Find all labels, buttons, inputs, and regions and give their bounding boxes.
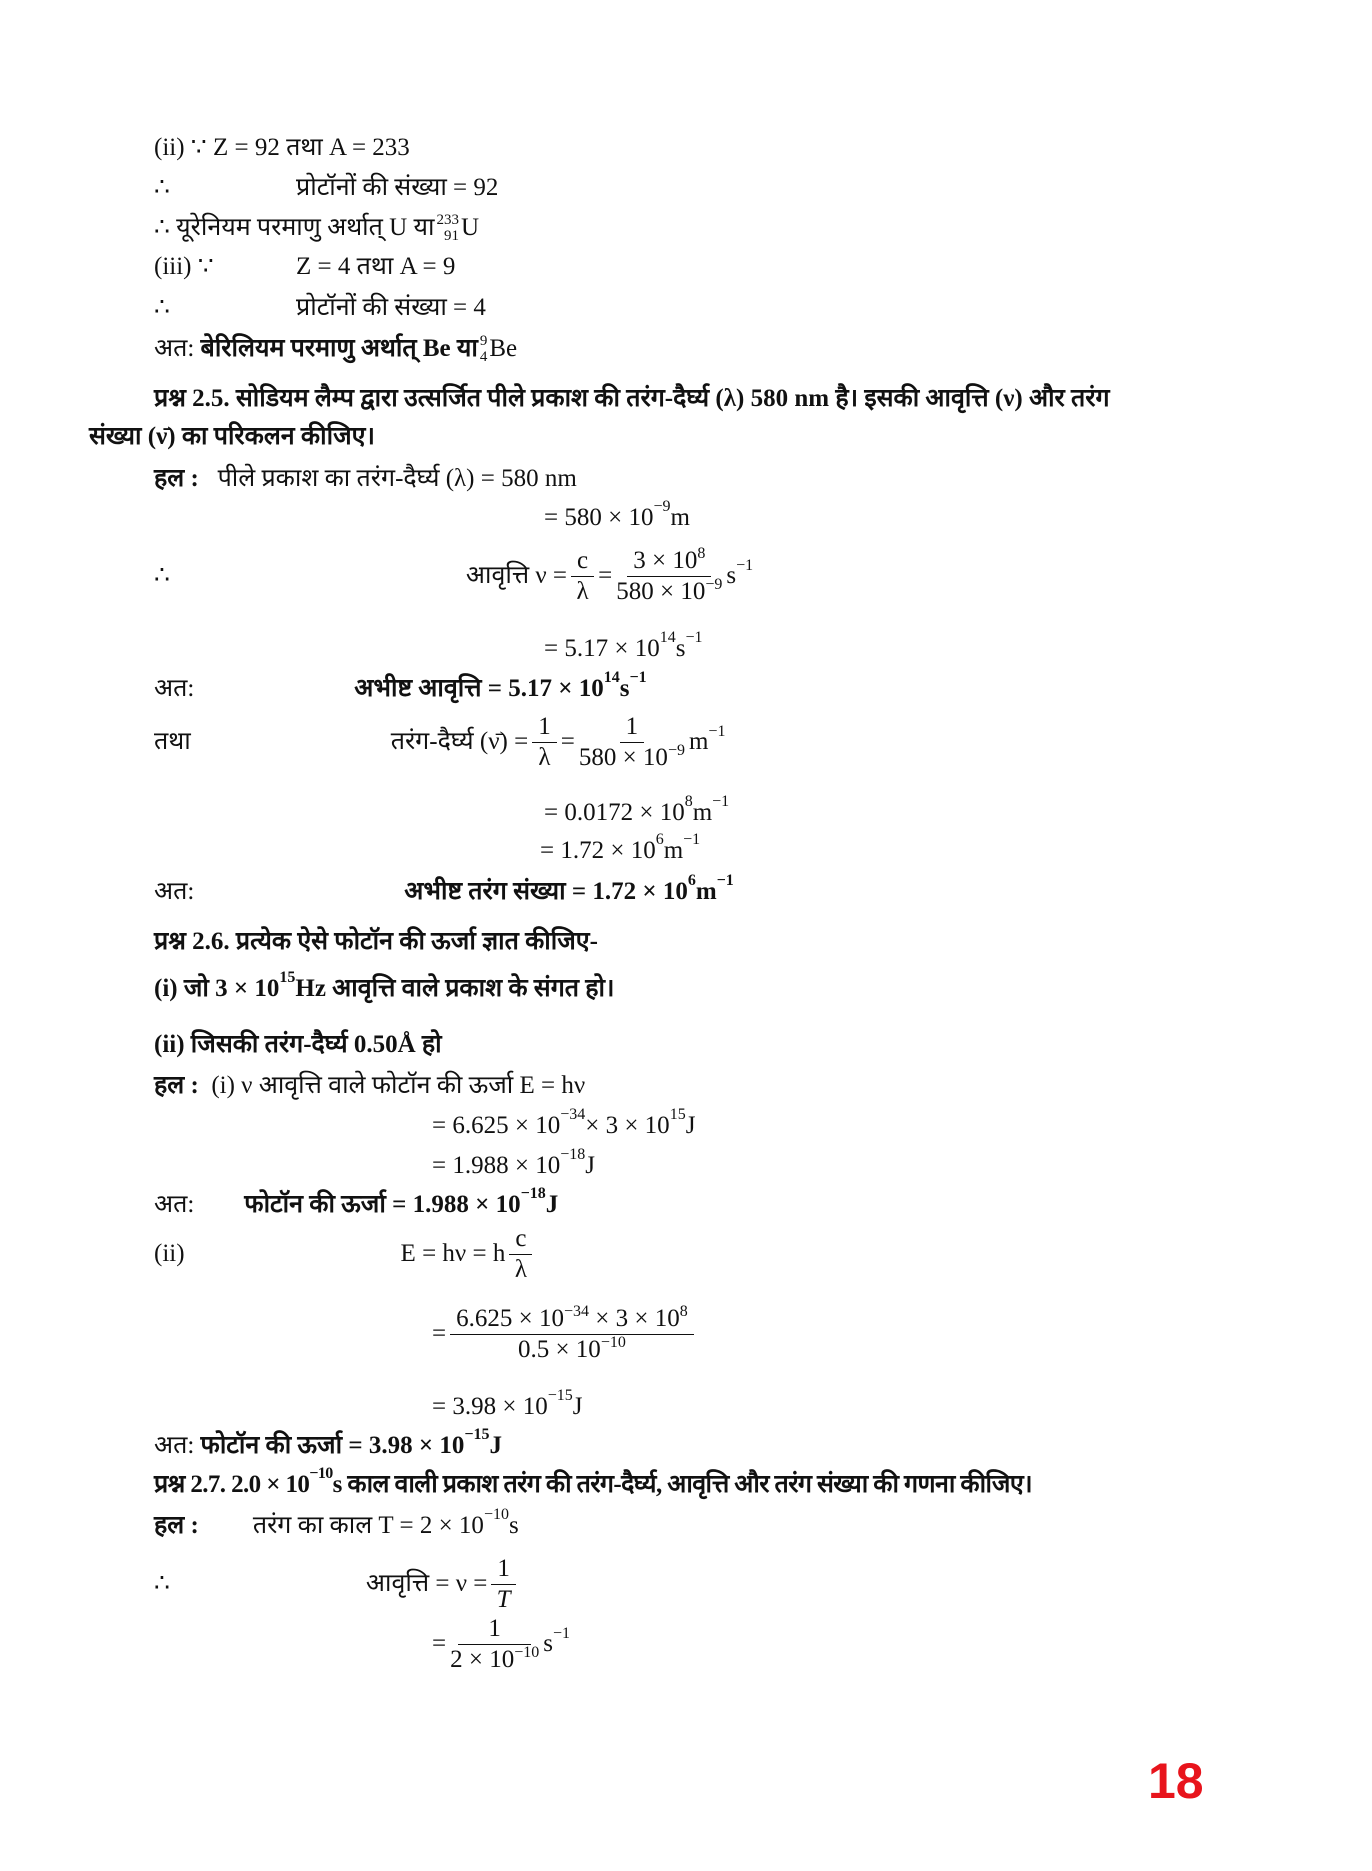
atomic-number: 4 [479, 349, 488, 365]
unit: m [695, 878, 717, 905]
line-580e-9 [544, 498, 690, 533]
isotope-notation [480, 333, 488, 365]
denominator: 2 × 10 [450, 1645, 515, 1673]
exponent: 8 [679, 1303, 688, 1321]
unit: s [726, 562, 737, 589]
page-number: 18 [1148, 1753, 1204, 1809]
fraction [491, 1554, 516, 1615]
wavenumber-equation [154, 706, 725, 778]
question-text: s काल वाली प्रकाश तरंग की तरंग-दैर्घ्य, आवृत्ति और तरंग संख्या की गणना कीजिए। [332, 1471, 1032, 1498]
text: तथा [154, 728, 191, 755]
text: फोटॉन की ऊर्जा [200, 1432, 343, 1459]
numerator: c [509, 1224, 532, 1255]
unit: J [685, 1112, 696, 1139]
text: अत: [154, 878, 195, 905]
numerator: 3 × 10 [633, 546, 698, 574]
unit: J [489, 1432, 502, 1459]
result-1-72 [540, 831, 701, 866]
text: अत: [154, 675, 195, 702]
solution-2-7-start [154, 1506, 519, 1541]
text: = 6.625 × 10 [432, 1112, 561, 1139]
fraction [450, 1614, 539, 1675]
text: × 3 × 10 [585, 1112, 670, 1139]
unit: J [572, 1393, 583, 1420]
exponent: 8 [697, 545, 706, 563]
fraction [579, 712, 685, 773]
exponent: 14 [603, 669, 620, 686]
exponent: −1 [712, 793, 730, 810]
energy-equation [154, 1222, 536, 1286]
exponent: −10 [600, 1334, 626, 1352]
denominator: 0.5 × 10 [517, 1335, 601, 1363]
exponent: −10 [483, 1506, 509, 1523]
question-text: प्रश्न 2.5. सोडियम लैम्प द्वारा उत्सर्जित पीले प्रकाश की तरंग-दैर्घ्य (λ) 580 nm है। इसकी आवृत्ति (ν) और तरंग [154, 385, 1110, 412]
text: (iii) ∵ [154, 253, 214, 280]
numerator: 1 [458, 1614, 531, 1645]
unit: s [508, 1512, 519, 1539]
text: फोटॉन की ऊर्जा [244, 1191, 386, 1218]
unit: s [675, 635, 686, 662]
exponent: −1 [716, 872, 734, 889]
unit: J [545, 1191, 559, 1218]
numerator: 1 [491, 1554, 516, 1585]
therefore-symbol: ∴ [154, 562, 170, 589]
big-fraction [432, 1298, 698, 1370]
fraction [616, 546, 722, 607]
mass-number: 9 [479, 333, 488, 349]
text: तरंग-दैर्घ्य (ν̄) = [390, 728, 529, 755]
exponent: 6 [655, 831, 664, 848]
text: = 1.988 × 10 [432, 1152, 561, 1179]
result-0-0172 [544, 793, 730, 828]
solution-2-5-start [154, 464, 577, 494]
text: (i) ν आवृत्ति वाले फोटॉन की ऊर्जा E = hν [211, 1072, 586, 1099]
text: बेरिलियम परमाणु अर्थात् Be या [200, 335, 478, 362]
exponent: 6 [687, 872, 696, 889]
unit: m [670, 504, 690, 531]
exponent: 15 [279, 969, 296, 986]
exponent: −9 [667, 742, 685, 760]
question-2-5-cont [89, 422, 375, 452]
line-uranium [154, 212, 479, 244]
solution-2-6-start [154, 1071, 585, 1101]
text: ∴ यूरेनियम परमाणु अर्थात् U या [154, 214, 435, 241]
unit: m [663, 837, 684, 864]
denominator: 580 × 10 [616, 577, 706, 605]
solution-label: हल : [154, 465, 199, 492]
frequency-value-fraction [432, 1608, 570, 1680]
equals: = [432, 1630, 447, 1657]
text: Hz आवृत्ति वाले प्रकाश के संगत हो। [295, 975, 615, 1002]
solution-label: हल : [154, 1072, 199, 1099]
numerator: c [571, 546, 594, 577]
text: तरंग का काल T = 2 × 10 [252, 1512, 484, 1539]
text: आवृत्ति = ν = [365, 1570, 488, 1597]
exponent: −15 [464, 1426, 490, 1443]
isotope-notation [436, 212, 459, 244]
text: आवृत्ति ν = [465, 562, 568, 589]
exponent: −18 [560, 1146, 586, 1163]
answer-energy-i [154, 1185, 559, 1220]
text: (ii) [154, 1240, 185, 1267]
unit: s [619, 675, 630, 702]
exponent: −34 [560, 1106, 586, 1123]
line-protons-4 [154, 293, 486, 323]
exponent: −9 [705, 576, 723, 594]
text: पीले प्रकाश का तरंग-दैर्घ्य (λ) = 580 nm [217, 465, 577, 492]
result-5-17 [544, 629, 703, 664]
denominator: 580 × 10 [578, 743, 668, 771]
equals: = [598, 562, 613, 589]
calc-3-98 [432, 1387, 583, 1422]
text: = 0.0172 × 10 [544, 799, 685, 826]
frequency-equation [154, 540, 753, 612]
text: (ii) ∵ Z = 92 तथा A = 233 [154, 134, 410, 161]
denominator: λ [514, 1255, 527, 1283]
exponent: 8 [684, 793, 693, 810]
therefore-symbol: ∴ [154, 294, 170, 321]
text: = 3.98 × 10 [432, 1393, 548, 1420]
mass-number: 233 [436, 212, 459, 228]
fraction [450, 1304, 694, 1365]
numerator: 6.625 × 10 [456, 1304, 564, 1332]
denominator: λ [576, 577, 589, 605]
equals: = [560, 728, 575, 755]
line-ii [154, 133, 410, 163]
text: प्रोटॉनों की संख्या = 92 [296, 174, 499, 201]
question-2-5 [154, 384, 1110, 414]
exponent: −1 [629, 669, 647, 686]
answer-frequency [154, 669, 647, 704]
question-2-6-i [154, 969, 615, 1004]
exponent: −1 [683, 831, 701, 848]
line-iii [154, 252, 456, 282]
answer-wavenumber [154, 872, 734, 907]
therefore-symbol: ∴ [154, 174, 170, 201]
text: (i) जो 3 × 10 [154, 975, 280, 1002]
numerator: × 3 × 10 [589, 1304, 680, 1332]
fraction [571, 546, 594, 607]
exponent: −1 [552, 1625, 571, 1642]
numerator: 1 [532, 712, 557, 743]
exponent: −1 [708, 723, 726, 740]
text: अत: [154, 1432, 195, 1459]
text: अत: [154, 1191, 195, 1218]
question-text: प्रश्न 2.7. 2.0 × 10 [154, 1471, 310, 1498]
exponent: 15 [669, 1106, 686, 1123]
fraction [509, 1224, 532, 1285]
answer: अभीष्ट तरंग संख्या = 1.72 × 10 [404, 878, 688, 905]
exponent: −1 [685, 629, 703, 646]
unit: s [543, 1630, 553, 1657]
line-beryllium [154, 333, 517, 365]
line-protons-92 [154, 173, 499, 203]
exponent: −1 [736, 557, 754, 574]
text: E = hν = h [400, 1240, 506, 1267]
unit: m [688, 728, 709, 755]
calc-line-2 [432, 1146, 595, 1181]
answer-energy-ii [154, 1426, 502, 1461]
exponent: −15 [547, 1387, 573, 1404]
exponent: −34 [563, 1303, 589, 1321]
question-text: संख्या (ν̄) का परिकलन कीजिए। [89, 423, 375, 450]
text: प्रोटॉनों की संख्या = 4 [296, 294, 486, 321]
numerator: 1 [620, 712, 645, 743]
text: = 580 × 10 [544, 504, 654, 531]
denominator: λ [538, 743, 551, 771]
exponent: −10 [309, 1465, 333, 1482]
question-2-6 [154, 927, 598, 957]
exponent: −18 [520, 1185, 546, 1202]
fraction [532, 712, 557, 773]
unit: m [692, 799, 713, 826]
answer: अभीष्ट आवृत्ति = 5.17 × 10 [354, 675, 604, 702]
therefore-symbol: ∴ [154, 1570, 170, 1597]
denominator: T [496, 1585, 511, 1613]
atomic-number: 91 [443, 228, 459, 244]
exponent: −9 [653, 498, 671, 515]
text: अत: [154, 335, 195, 362]
element-symbol: Be [489, 335, 518, 362]
equals: = [432, 1320, 447, 1347]
answer: = 1.988 × 10 [392, 1191, 521, 1218]
text: Z = 4 तथा A = 9 [296, 253, 456, 280]
question-2-7 [154, 1465, 1032, 1500]
question-text: प्रश्न 2.6. प्रत्येक ऐसे फोटॉन की ऊर्जा ज्ञात कीजिए- [154, 928, 598, 955]
calc-line-1 [432, 1106, 696, 1141]
text: = 5.17 × 10 [544, 635, 660, 662]
exponent: 14 [659, 629, 676, 646]
text: = 1.72 × 10 [540, 837, 656, 864]
exponent: −10 [514, 1644, 540, 1662]
element-symbol: U [460, 214, 479, 241]
solution-label: हल : [154, 1512, 199, 1539]
question-2-6-ii [154, 1030, 442, 1060]
answer: = 3.98 × 10 [348, 1432, 465, 1459]
text: (ii) जिसकी तरंग-दैर्घ्य 0.50Å हो [154, 1031, 442, 1058]
unit: J [585, 1152, 595, 1179]
